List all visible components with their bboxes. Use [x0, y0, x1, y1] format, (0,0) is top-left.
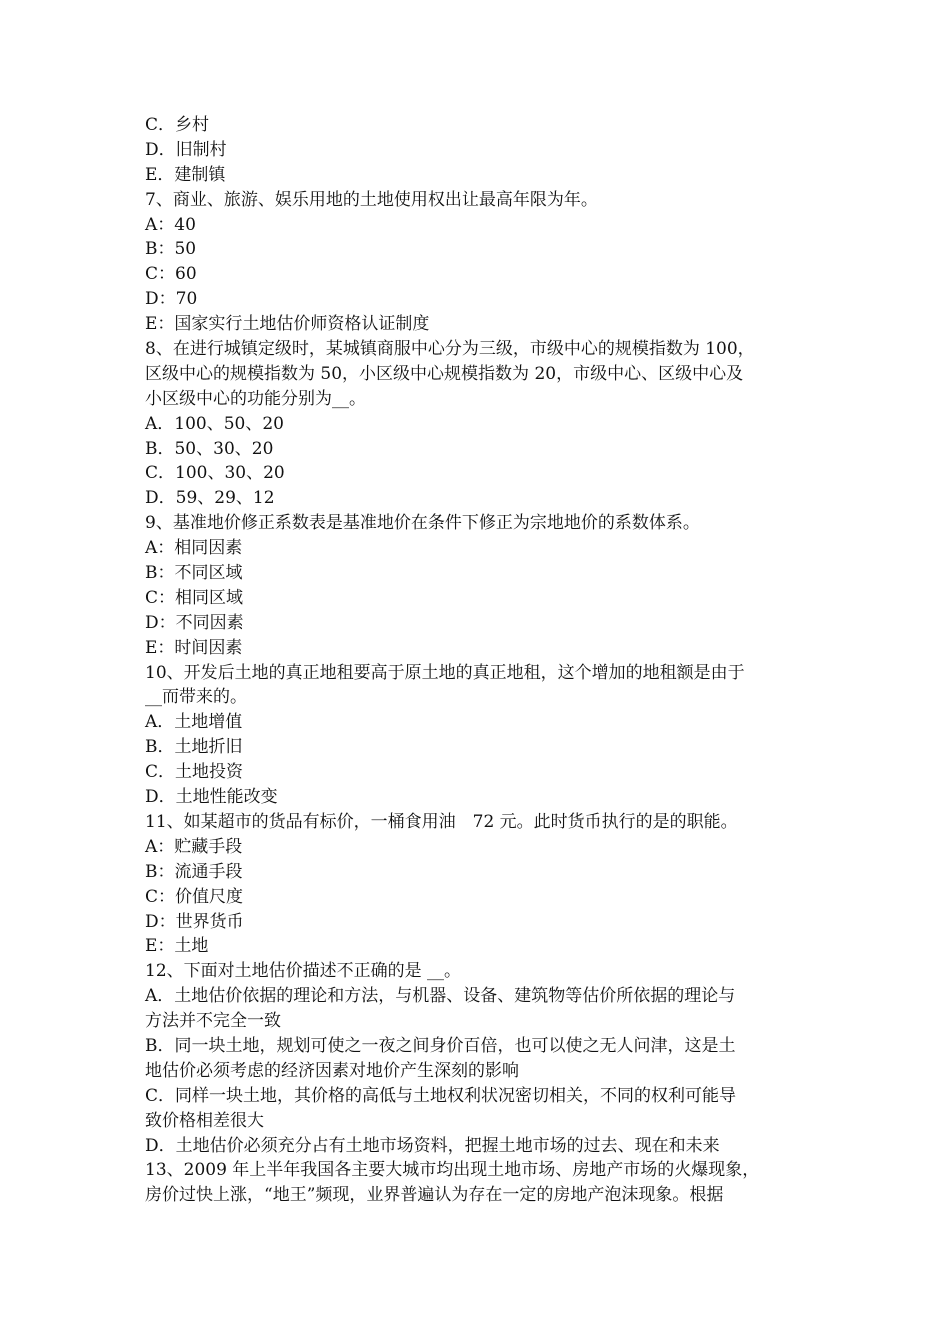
option-c-rural: C．乡村: [145, 115, 210, 135]
document-page: [145, 113, 811, 1208]
question-8-line-3: 小区级中心的功能分别为__。: [145, 388, 366, 409]
question-8-line-2: 区级中心的规模指数为 50，小区级中心规模指数为 20，市级中心、区级中心及: [145, 363, 744, 384]
option-d-old-village: D．旧制村: [145, 139, 227, 160]
question-13-line-1: 13、2009 年上半年我国各主要大城市均出现土地市场、房地产市场的火爆现象，: [145, 1160, 760, 1181]
q12-option-c-line-1: C．同样一块土地，其价格的高低与土地权利状况密切相关，不同的权利可能导: [145, 1085, 737, 1106]
question-13-line-2: 房价过快上涨，“地王”频现，业界普遍认为存在一定的房地产泡沫现象。根据: [145, 1185, 724, 1206]
q7-option-e: E：国家实行土地估价师资格认证制度: [145, 314, 430, 335]
option-e-town: E．建制镇: [145, 164, 226, 185]
question-7: 7、商业、旅游、娱乐用地的土地使用权出让最高年限为年。: [145, 189, 598, 210]
q9-option-e: E：时间因素: [145, 637, 243, 658]
q9-option-a: A：相同因素: [145, 538, 243, 559]
q8-option-d: D．59、29、12: [145, 488, 275, 509]
q9-option-c: C：相同区域: [145, 587, 244, 608]
question-9: 9、基准地价修正系数表是基准地价在条件下修正为宗地地价的系数体系。: [145, 513, 700, 534]
question-10-line-2: __而带来的。: [145, 687, 247, 708]
q11-option-c: C：价值尺度: [145, 886, 244, 907]
q12-option-c-line-2: 致价格相差很大: [145, 1110, 264, 1131]
q12-option-a-line-2: 方法并不完全一致: [145, 1011, 281, 1032]
q7-option-a: A：40: [145, 214, 196, 235]
q12-option-b-line-1: B．同一块土地，规划可使之一夜之间身价百倍，也可以使之无人问津，这是土: [145, 1035, 736, 1056]
q11-option-b: B：流通手段: [145, 861, 243, 882]
question-12: 12、下面对土地估价描述不正确的是 __。: [145, 961, 462, 982]
q9-option-d: D：不同因素: [145, 612, 244, 633]
q7-option-c: C：60: [145, 264, 197, 285]
q8-option-a: A．100、50、20: [145, 413, 284, 434]
q11-option-d: D：世界货币: [145, 911, 244, 932]
q10-option-c: C．土地投资: [145, 762, 244, 783]
q8-option-c: C．100、30、20: [145, 463, 285, 484]
q12-option-d: D．土地估价必须充分占有土地市场资料，把握土地市场的过去、现在和未来: [145, 1135, 720, 1156]
q7-option-b: B：50: [145, 239, 197, 260]
q9-option-b: B：不同区域: [145, 563, 243, 584]
q12-option-b-line-2: 地估价必须考虑的经济因素对地价产生深刻的影响: [145, 1060, 519, 1081]
q12-option-a-line-1: A．土地估价依据的理论和方法，与机器、设备、建筑物等估价所依据的理论与: [145, 986, 736, 1007]
q10-option-a: A．土地增值: [145, 712, 243, 733]
q8-option-b: B．50、30、20: [145, 438, 274, 459]
q7-option-d: D：70: [145, 289, 198, 310]
q10-option-b: B．土地折旧: [145, 737, 243, 758]
q11-option-e: E：土地: [145, 936, 209, 957]
question-10-line-1: 10、开发后土地的真正地租要高于原土地的真正地租，这个增加的地租额是由于: [145, 662, 745, 683]
q11-option-a: A：贮藏手段: [145, 836, 243, 857]
q10-option-d: D．土地性能改变: [145, 787, 278, 808]
question-11: 11、如某超市的货品有标价，一桶食用油 72 元。此时货币执行的是的职能。: [145, 811, 738, 832]
question-8-line-1: 8、在进行城镇定级时，某城镇商服中心分为三级，市级中心的规模指数为 100，: [145, 339, 755, 360]
